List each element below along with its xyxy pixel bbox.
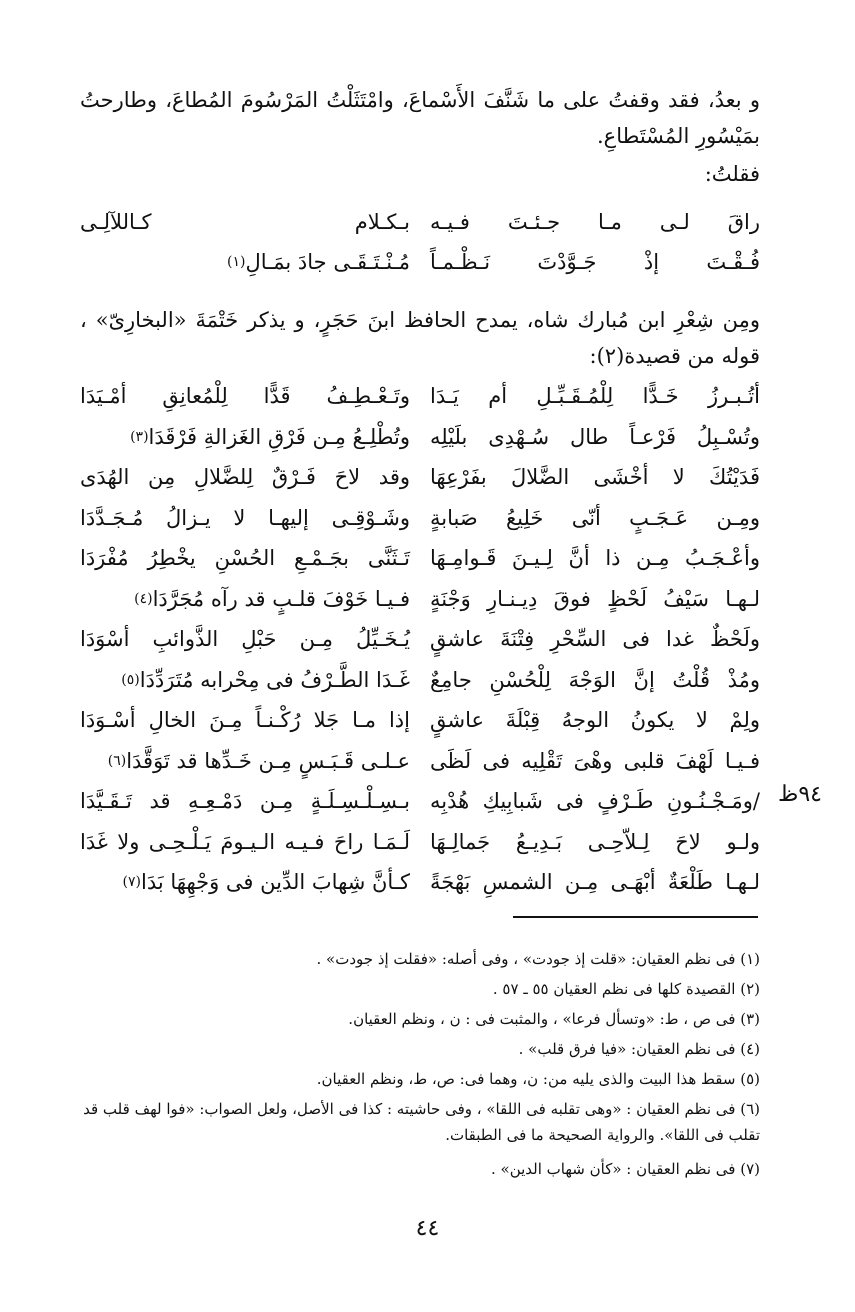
verse-line: [80, 781, 760, 821]
verse-line: [80, 579, 760, 619]
faqultu-line: فقلتُ:: [704, 162, 760, 186]
footnote-marker: (٦): [107, 752, 127, 769]
verse-line: [80, 822, 760, 862]
verse-line: [80, 242, 760, 282]
verse-second-hemistich: [80, 202, 410, 242]
verse-first-hemistich: فـيـا لَهْفَ قلبى وهْىَ تَقْلِيه فى لَظَى: [430, 748, 760, 773]
verse-second-hemistich-text: وتَـعْـطِـفُ قَدًّا لِلْمُعانِقِ أمْـيَدَا: [80, 384, 410, 408]
verse-first-hemistich: أتُـبـرزُ خَـدًّا لِلْمُـقَـبِّـلِ أم يَـدَا: [430, 384, 760, 408]
verse-first-hemistich: فُـقْـتَ إذْ جَـوَّدْتَ نَـظْـمـاً: [430, 250, 760, 274]
verse-second-hemistich: [80, 457, 410, 497]
verse-second-hemistich-text: يُـخَـيِّلُ مِـن حَبْلِ الذَّوائبِ أسْوَدَا: [80, 627, 410, 651]
verse-second-hemistich: [80, 417, 410, 457]
verse-second-hemistich: [80, 781, 410, 821]
second-paragraph: ومِن شِعْرِ ابن مُبارك شاه، يمدح الحافظ ابنَ حَجَرٍ، و يذكر خَتْمَةَ «البخارِىّ» ، قوله من قصيدة(٢):: [80, 308, 760, 368]
verse-first-hemistich: ولَحْظٌ غدا فى السِّحْرِ فِتْنَةَ عاشقٍ: [430, 627, 760, 651]
verse-second-hemistich-text: مُـنْـتَـقَـى جادَ بمَـالِ: [245, 250, 410, 274]
verse-second-hemistich-text: بـكـلام كـاللآلِـى: [80, 210, 410, 234]
verse-second-hemistich: [80, 700, 410, 740]
verse-second-hemistich-text: غَـدَا الطَّـرْفُ فى مِحْرابه مُتَرَدِّدَا: [139, 667, 410, 692]
verse-second-hemistich: [80, 538, 410, 578]
verse-first-hemistich: ومُذْ قُلْتُ إنَّ الوَجْهَ لِلْحُسْنِ جامِعٌ: [430, 667, 760, 692]
footnote-item: (٣) فى ص ، ط: «وتسأل فرعا» ، والمثبت فى : ن ، ونظم العقيان.: [348, 1010, 760, 1028]
footnote-item: (٦) فى نظم العقيان : «وهى تقلبه فى اللقا» ، وفى حاشيته : كذا فى الأصل، ولعل الصواب: «فوا لهف قلب قد تقلب فى اللقا». والرواية الصحيحة ما فى الطبقات.: [83, 1100, 760, 1144]
footnote-marker: (١): [226, 254, 246, 270]
verse-second-hemistich-text: عـلـى قَـبَـسٍ مِـن خَـدِّها قد تَوَقَّدَا: [126, 748, 410, 773]
verse-first-hemistich: /ومَـجْـنُـونِ طَـرْفٍ فى شَبابِيكِ هُدْبِه: [430, 789, 760, 813]
footnote-item: (١) فى نظم العقيان: «قلت إذ جودت» ، وفى أصله: «فقلت إذ جودت» .: [316, 950, 760, 968]
page-number: ٤٤: [415, 1216, 440, 1241]
verse-first-hemistich: ومِـن عَـجَـبٍ أنّى خَلِيعُ صَبابةٍ: [430, 505, 760, 530]
verse-line: [80, 538, 760, 578]
verse-first-hemistich: لـهـا طَلْعَةٌ أبْهَـى مِـن الشمسِ بَهْجَةً: [430, 870, 760, 894]
manuscript-folio-note: ٩٤ظ: [778, 782, 822, 807]
verse-second-hemistich-text: بـسِـلْـسِـلَـةٍ مِـن دَمْـعِـهِ قد تَـقَـيَّدَا: [80, 789, 410, 813]
verse-line: [80, 700, 760, 740]
verse-second-hemistich-text: لَـمَـا راحَ فـيـه الـيـومَ يَـلْـحِـى ولا غَدَا: [80, 829, 410, 854]
verse-first-hemistich: وأعْـجَـبُ مِـن ذا أنَّ لِـيـنَ قَـوامِـهَا: [430, 546, 760, 570]
verse-line: [80, 417, 760, 457]
footnote-marker: (٣): [130, 428, 149, 445]
verse-first-hemistich: ولِمْ لا يكونُ الوجهُ قِبْلَةَ عاشقٍ: [430, 708, 760, 732]
footnote-separator: [513, 916, 758, 918]
footnote-item: (٥) سقط هذا البيت والذى يليه من: ن، وهما فى: ص، ط، ونظم العقيان.: [316, 1070, 760, 1088]
verse-second-hemistich-text: فـيـا خَوْفَ قلـبٍ قد رآه مُجَرَّدَا: [152, 586, 410, 611]
verse-second-hemistich: [80, 498, 410, 538]
footnote-marker: (٤): [134, 590, 153, 607]
verse-line: [80, 202, 760, 242]
verse-second-hemistich-text: وتُطْلِـعُ مِـن فَرْقِ الغَزالةِ فَرْقَدَا: [148, 424, 410, 449]
footnote-item: (٤) فى نظم العقيان: «فيا فرق قلب» .: [518, 1040, 760, 1058]
verse-line: [80, 660, 760, 700]
footnote-item: (٢) القصيدة كلها فى نظم العقيان ٥٥ ـ ٥٧ .: [492, 980, 760, 998]
verse-second-hemistich-text: إذا مـا جَلا رُكْـنـاً مِـنَ الخالِ أسْـوَدَا: [80, 708, 410, 732]
verse-second-hemistich: [80, 242, 410, 282]
verse-second-hemistich-text: تَـثَنَّى بجَـمْـعِ الحُسْنِ يخْطِرُ مُفْرَدَا: [80, 546, 410, 570]
verse-second-hemistich-text: كـأنَّ شِهابَ الدِّين فى وَجْهِهَا بَدَا: [140, 870, 410, 894]
verse-first-hemistich: فَدَيْتُكَ لا أخْشَى الضَّلالَ بفَرْعِهَا: [430, 465, 760, 489]
verse-first-hemistich: ولـو لاحَ لِـلاّحِـى بَـدِيـعُ جَمالِـهَا: [430, 829, 760, 854]
verse-line: [80, 741, 760, 781]
verse-line: [80, 862, 760, 902]
verse-second-hemistich: [80, 741, 410, 781]
footnote-marker: (٧): [122, 874, 141, 890]
verse-first-hemistich: لـهـا سَيْفُ لَحْظٍ فوقَ دِيـنـارِ وَجْنَةٍ: [430, 586, 760, 611]
footnote-marker: (٥): [121, 671, 140, 688]
verse-second-hemistich-text: وقد لاحَ فَـرْقٌ لِلضَّلالِ مِن الهُدَى: [80, 465, 410, 489]
verse-second-hemistich: [80, 619, 410, 659]
intro-paragraph: و بعدُ، فقد وقفتُ على ما شَنَّفَ الأَسْماعَ، وامْتَثَلْتُ المَرْسُومَ المُطاعَ، وطارحتُ بمَيْسُورِ المُسْتَطاعِ.: [80, 88, 760, 148]
verse-second-hemistich: [80, 862, 410, 902]
verse-first-hemistich: وتُسْـبِلُ فَرْعـاً طال سُـهْدِى بلَيْلِه: [430, 424, 760, 449]
verse-second-hemistich: [80, 376, 410, 416]
verse-second-hemistich-text: وشَـوْقِـى إليهـا لا يـزالُ مُـجَـدَّدَا: [80, 505, 410, 530]
verse-line: [80, 376, 760, 416]
verse-line: [80, 498, 760, 538]
verse-first-hemistich: راقَ لـى مـا جـئـتَ فـيـه: [430, 210, 760, 234]
verse-second-hemistich: [80, 822, 410, 862]
verse-line: [80, 619, 760, 659]
footnote-item: (٧) فى نظم العقيان : «كأن شهاب الدين» .: [490, 1160, 760, 1178]
verse-line: [80, 457, 760, 497]
verse-second-hemistich: [80, 579, 410, 619]
verse-second-hemistich: [80, 660, 410, 700]
